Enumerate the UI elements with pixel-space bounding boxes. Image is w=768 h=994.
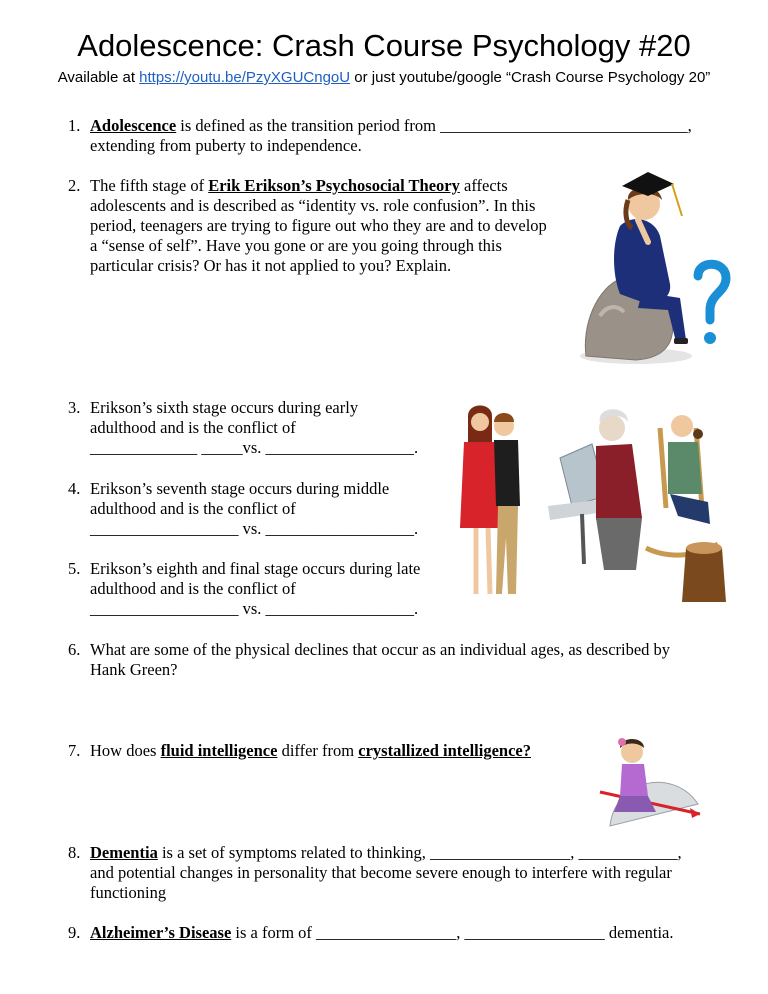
question-number: 4. [68, 479, 81, 498]
question-number: 3. [68, 398, 81, 417]
thinking-graduate-illustration [576, 166, 736, 366]
question-text: is a set of symptoms related to thinking, _________________, ____________, [157, 843, 682, 862]
question-text: is defined as the transition period from ______________________________, [176, 116, 692, 135]
question-8 [68, 843, 748, 903]
question-3 [68, 398, 448, 458]
question-number: 6. [68, 640, 81, 659]
question-text: functioning [90, 883, 167, 902]
question-text: differ from [277, 741, 359, 760]
question-text: What are some of the physical declines that occur as an individual ages, as described by [90, 640, 671, 659]
question-text: How does [90, 741, 161, 760]
question-9 [68, 923, 748, 943]
question-number: 1. [68, 116, 81, 135]
question-text: extending from puberty to independence. [90, 136, 362, 155]
term-crystallized-intelligence: crystallized intelligence? [358, 741, 531, 760]
available-suffix: or just youtube/google “Crash Course Psychology 20” [350, 69, 711, 86]
question-number: 5. [68, 559, 81, 578]
question-text: The fifth stage of [90, 176, 209, 195]
question-text: Erikson’s seventh stage occurs during middle [90, 479, 390, 498]
question-text: Erikson’s eighth and final stage occurs during late [90, 559, 421, 578]
question-4 [68, 479, 448, 539]
question-number: 9. [68, 923, 81, 942]
term-erikson-theory: Erik Erikson’s Psychosocial Theory [208, 176, 460, 195]
term-adolescence: Adolescence [90, 116, 177, 135]
source-line [0, 69, 768, 86]
answer-blank-line[interactable]: _____________ _____vs. __________________. [90, 438, 419, 457]
question-text: Erikson’s sixth stage occurs during early [90, 398, 359, 417]
question-text: a “sense of self”. Have you gone or are you going through this [90, 236, 502, 255]
question-7 [68, 741, 588, 761]
question-text: and potential changes in personality that become severe enough to interfere with regular [90, 863, 672, 882]
question-number: 2. [68, 176, 81, 195]
question-number: 7. [68, 741, 81, 760]
question-number: 8. [68, 843, 81, 862]
term-alzheimers: Alzheimer’s Disease [90, 923, 232, 942]
question-2 [68, 176, 588, 276]
worksheet-title: Adolescence: Crash Course Psychology #20 [77, 28, 691, 63]
answer-blank-line[interactable]: __________________ vs. __________________. [90, 599, 419, 618]
question-1 [68, 116, 748, 156]
answer-blank-line[interactable]: __________________ vs. __________________. [90, 519, 419, 538]
question-text: adulthood and is the conflict of [90, 579, 296, 598]
question-5 [68, 559, 448, 619]
term-fluid-intelligence: fluid intelligence [160, 741, 278, 760]
question-text: Hank Green? [90, 660, 178, 679]
video-link[interactable]: https://youtu.be/PzyXGUCngoU [139, 69, 351, 86]
available-prefix: Available at [57, 69, 140, 86]
question-text: period, teenagers are trying to figure out who they are and to develop [90, 216, 547, 235]
protractor-girl-illustration [590, 734, 706, 834]
question-6 [68, 640, 748, 680]
question-text: adolescents and is described as “identity vs. role confusion”. In this [90, 196, 536, 215]
question-text: particular crisis? Or has it not applied to you? Explain. [90, 256, 452, 275]
life-stages-illustration [446, 398, 736, 612]
term-dementia: Dementia [90, 843, 158, 862]
question-text: adulthood and is the conflict of [90, 499, 296, 518]
question-text: is a form of _________________, _________________ dementia. [231, 923, 674, 942]
question-text: affects [459, 176, 508, 195]
question-text: adulthood and is the conflict of [90, 418, 296, 437]
